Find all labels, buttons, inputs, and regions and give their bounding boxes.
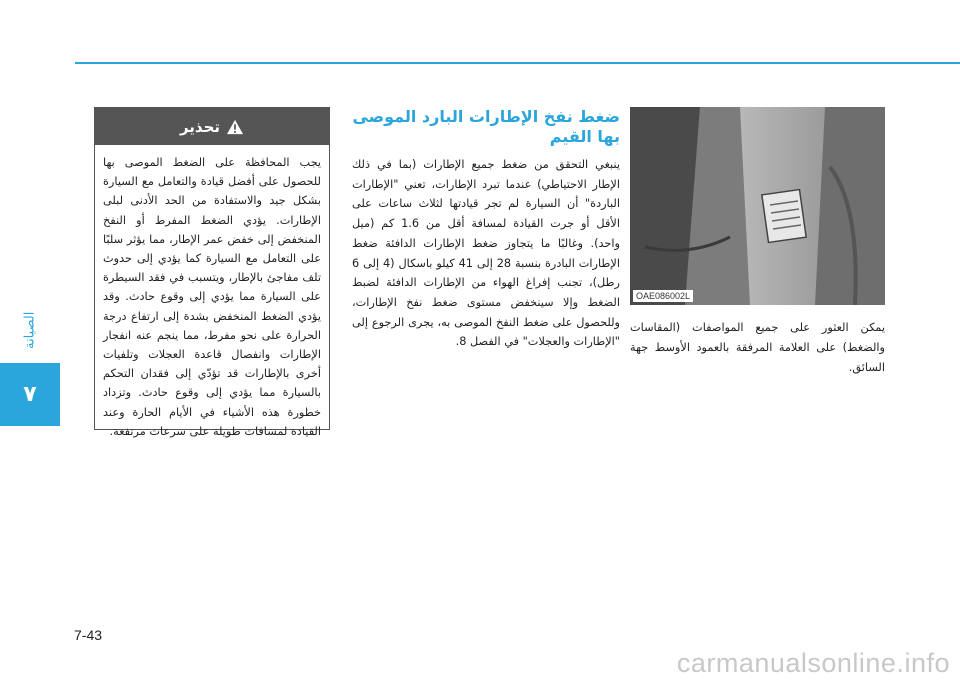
- section-body: ينبغي التحقق من ضغط جميع الإطارات (بما في ذلك الإطار الاحتياطي) عندما تبرد الإطارات، تعني "الإطارات الباردة" أن السيارة لم تجر قيادتها لثلاث ساعات على الأقل أو جرت القيادة لمسافة أقل من 1.6 كم (ميل واحد). وغالبًا ما يتجاوز ضغط الإطارات الدافئة ضغط الإطارات البادرة بنسبة 28 إلى 41 كيلو باسكال (4 إلى 6 رطل)، تجنب إفراغ الهواء من الإطارات الدافئة لضبط الضغط وإلا سينخفض مستوى ضغط نفخ الإطارات، وللحصول على ضغط النفخ الموصى به، يجرى الرجوع إلى "الإطارات والعجلات" في الفصل 8.: [352, 158, 620, 349]
- chapter-tab: ٧: [0, 363, 60, 426]
- warning-header: [95, 108, 329, 145]
- warning-box: [94, 107, 330, 438]
- door-pillar-photo: [630, 107, 885, 305]
- section-heading: ضغط نفخ الإطارات البارد الموصى بها القيم: [352, 107, 620, 146]
- page-number: 7-43: [74, 627, 103, 643]
- tire-pressure-section: [352, 107, 620, 352]
- top-rule: [75, 62, 960, 64]
- figure-code: OAE086002L: [633, 290, 693, 302]
- door-pillar-illustration: [630, 107, 885, 305]
- warning-body: يجب المحافظة على الضغط الموصى بها للحصول على أفضل قيادة والتعامل مع السيارة بشكل جيد والاستفادة من الحد الأدنى لبلى الإطارات. يؤدي الضغط المفرط أو النفخ المنخفض إلى خفض عمر الإطار، مما يؤثر سلبًا على التعامل مع السيارة كما يؤدي إلى حدوث تلف مفاجئ بالإطار، ويتسبب في فقد السيطرة على السيارة مما يؤدي إلى وقوع حادث. وقد يؤدي الضغط المنخفض بشدة إلى ارتفاع درجة الحرارة على نحو مفرط، مما ينجم عنه انفجار الإطارات وانفصال قاعدة العجلات وتلفيات أخرى بالإطارات قد تؤدّي إلى فقدان التحكم بالسيارة مما يؤدي إلى وقوع حادث. وتزداد خطورة هذه الأشياء في الأيام الحارة وعند القيادة لمسافات طويلة على سرعات مرتفعة.: [103, 156, 321, 438]
- warning-triangle-icon: [226, 119, 244, 135]
- section-label: الصيانة: [22, 311, 38, 349]
- warning-title: تحذير: [179, 117, 221, 136]
- figure-caption: يمكن العثور على جميع المواصفات (المقاسات والضغط) على العلامة المرفقة بالعمود الأوسط جهة السائق.: [630, 321, 885, 374]
- watermark: carmanualsonline.info: [676, 648, 950, 678]
